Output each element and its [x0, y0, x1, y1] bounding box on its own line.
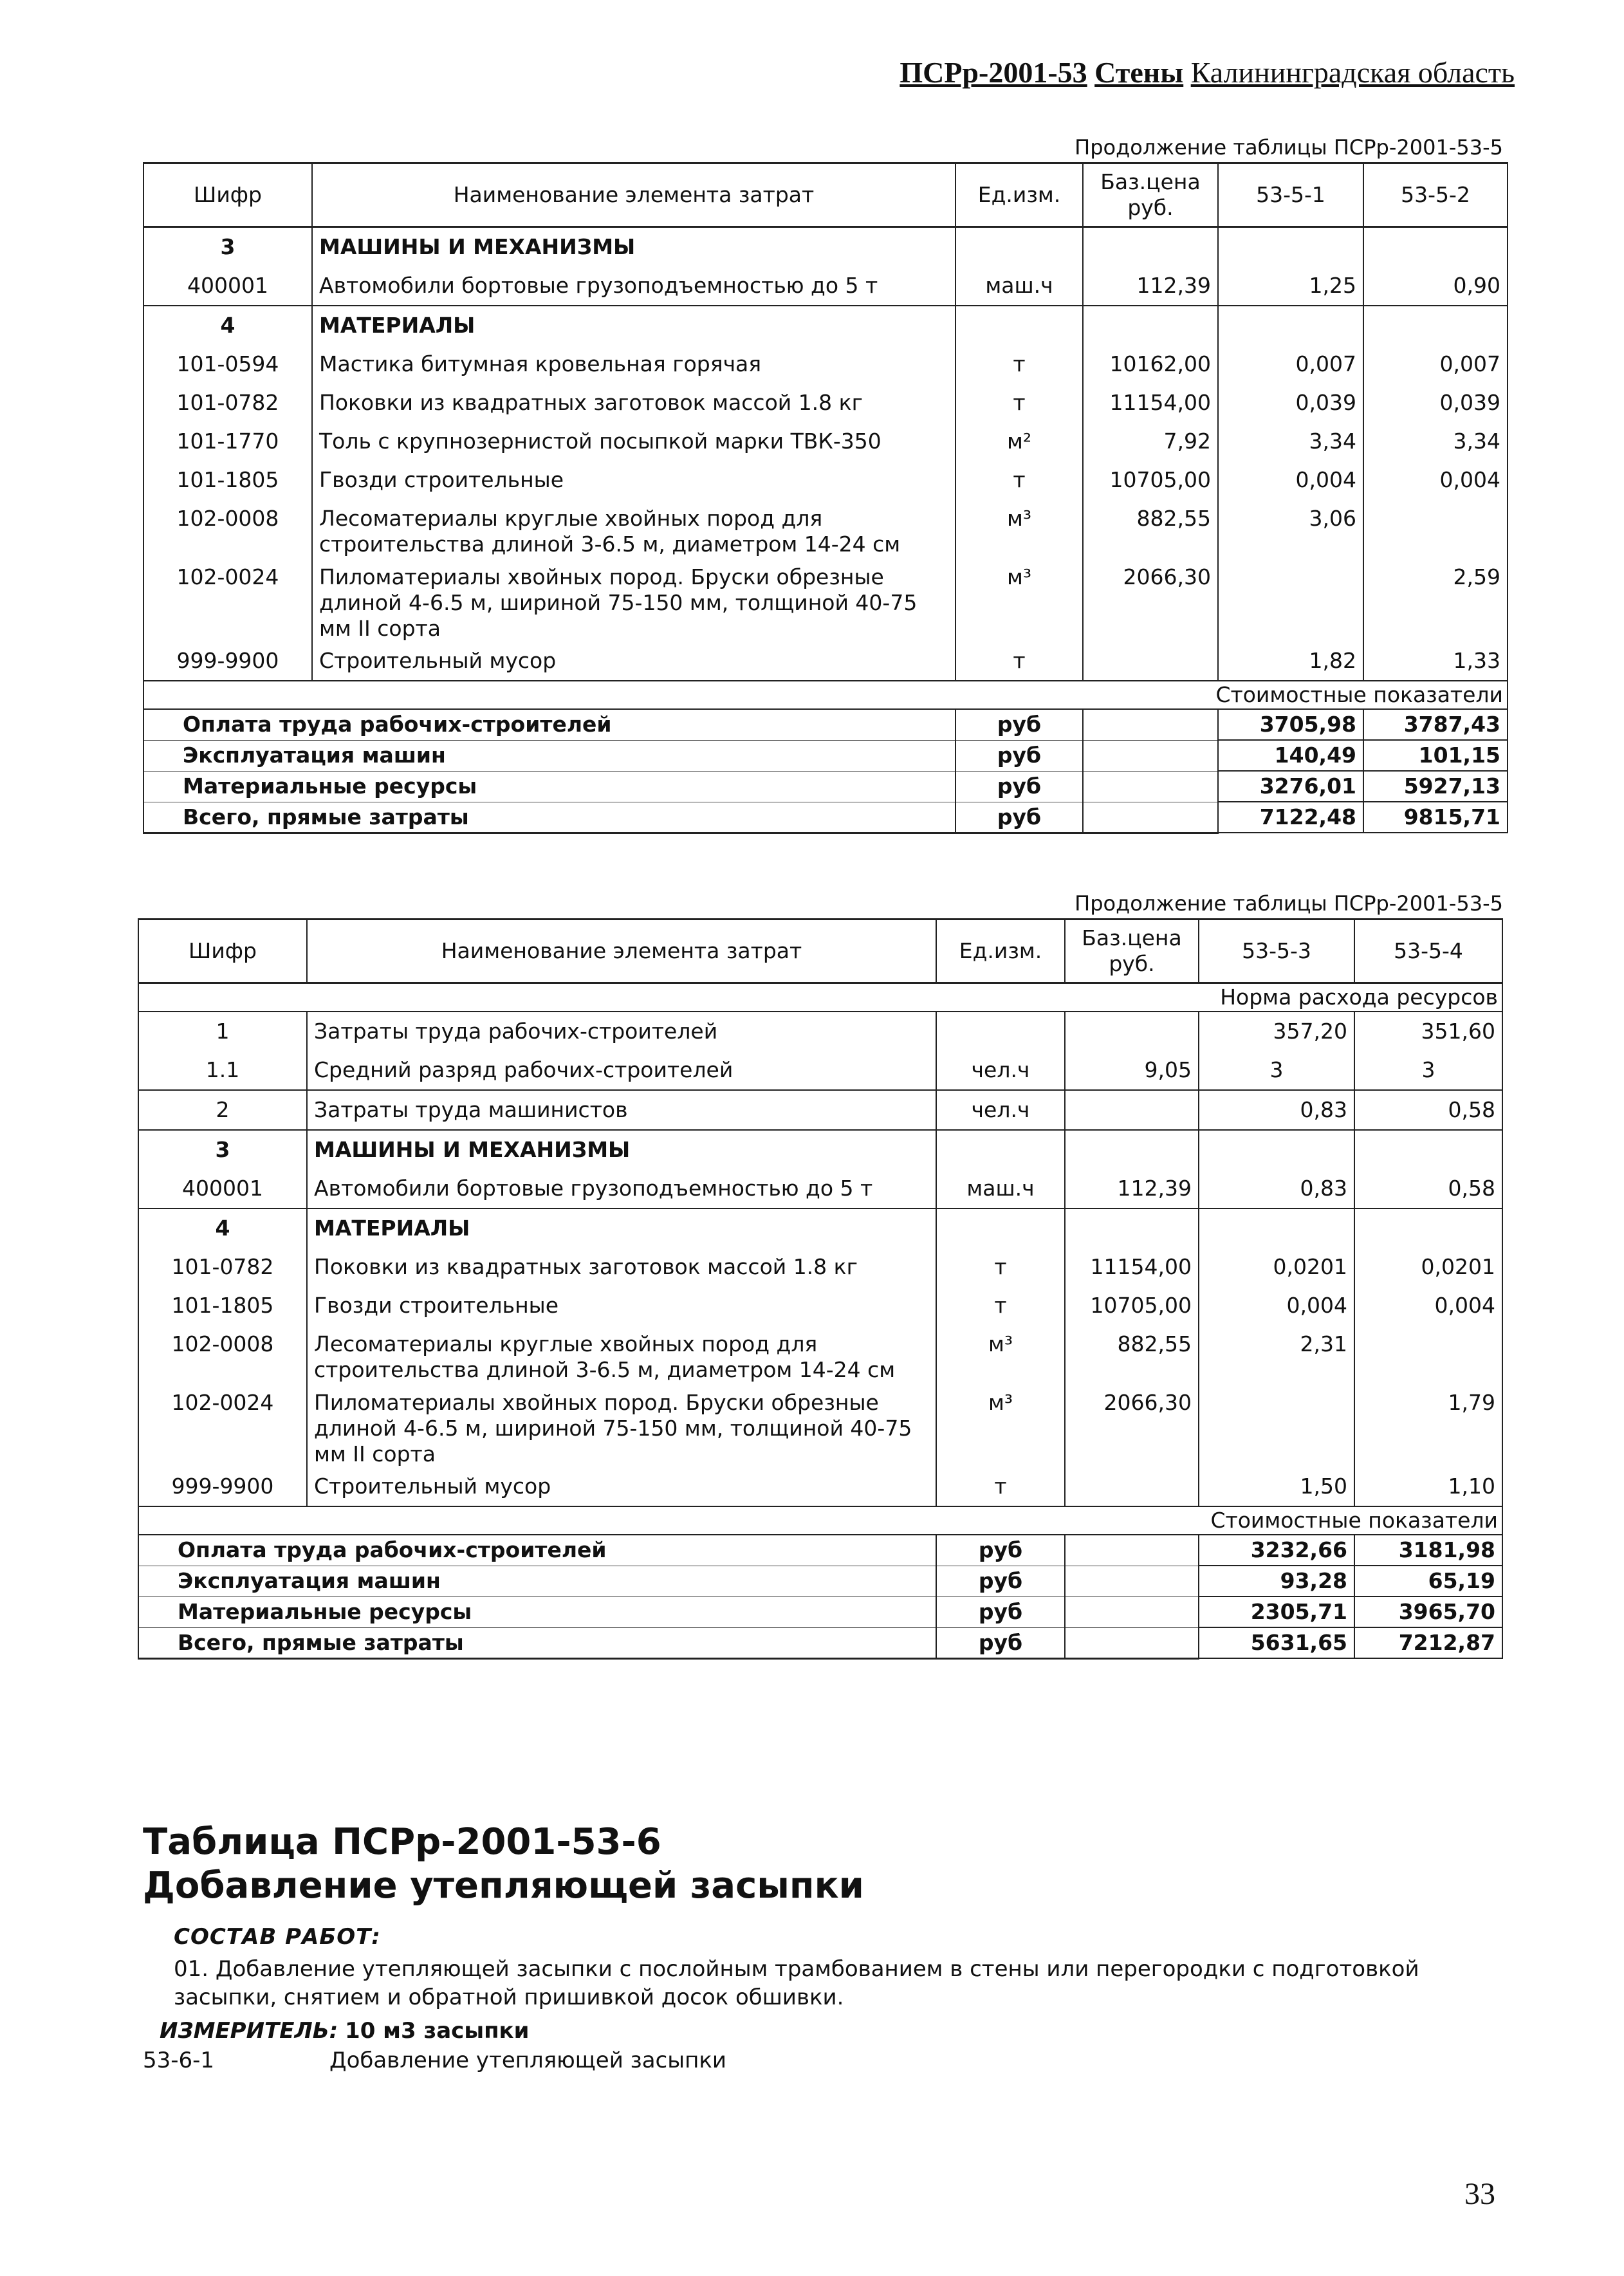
- cell-name: Поковки из квадратных заготовок массой 1.8 кг: [312, 384, 955, 422]
- cost-col2: 101,15: [1363, 740, 1508, 771]
- cell-col1: 0,83: [1199, 1169, 1354, 1208]
- cell-col1: [1199, 1130, 1354, 1169]
- header-unit: Ед.изм.: [936, 920, 1065, 983]
- cost-label: Материальные ресурсы: [143, 771, 955, 802]
- cell-col1: [1199, 1383, 1354, 1468]
- table-row: [143, 266, 1508, 306]
- cell-name: Строительный мусор: [307, 1467, 936, 1506]
- meter-label: ИЗМЕРИТЕЛЬ:: [160, 2018, 338, 2044]
- cell-price: [1065, 1012, 1199, 1051]
- cell-price: 882,55: [1065, 1325, 1199, 1383]
- table-row: [138, 1012, 1502, 1051]
- cell-col1: 3,34: [1218, 422, 1363, 461]
- cell-name: МАШИНЫ И МЕХАНИЗМЫ: [312, 227, 955, 267]
- cell-code: 999-9900: [138, 1467, 307, 1506]
- cell-price: [1065, 1467, 1199, 1506]
- cell-col1: 357,20: [1199, 1012, 1354, 1051]
- table1-cost-band: [143, 681, 1508, 709]
- cell-unit: т: [955, 461, 1083, 499]
- cost-price-empty: [1083, 802, 1218, 833]
- cost-label: Материальные ресурсы: [138, 1596, 936, 1627]
- cell-code: 101-0594: [143, 345, 312, 384]
- cost-col1: 7122,48: [1218, 802, 1363, 833]
- cell-unit: т: [955, 345, 1083, 384]
- cost-row: [143, 802, 1508, 833]
- cost-col1: 140,49: [1218, 740, 1363, 771]
- cell-name: МАТЕРИАЛЫ: [312, 306, 955, 345]
- cell-price: 2066,30: [1065, 1383, 1199, 1468]
- cell-name: Строительный мусор: [312, 642, 955, 681]
- cell-unit: м³: [936, 1383, 1065, 1468]
- work-item: 01. Добавление утепляющей засыпки с послойным трамбованием в стены или перегородки с подготовкой засыпки, снятием и обратной пришивкой досок обшивки.: [174, 1956, 1419, 2011]
- cell-col1: 0,039: [1218, 384, 1363, 422]
- cell-unit: маш.ч: [955, 266, 1083, 306]
- cell-price: [1065, 1208, 1199, 1248]
- cost-unit: руб: [955, 771, 1083, 802]
- cost-unit: руб: [936, 1535, 1065, 1566]
- table-row: [138, 1325, 1502, 1383]
- cell-unit: [955, 227, 1083, 267]
- cell-col2: [1363, 499, 1508, 558]
- cell-code: 4: [138, 1208, 307, 1248]
- table1: [143, 162, 1508, 834]
- cost-col2: 65,19: [1354, 1566, 1502, 1596]
- cell-code: 4: [143, 306, 312, 345]
- cell-unit: т: [955, 642, 1083, 681]
- cost-col2: 3181,98: [1354, 1535, 1502, 1566]
- cell-code: 1: [138, 1012, 307, 1051]
- cell-unit: маш.ч: [936, 1169, 1065, 1208]
- cost-row: [138, 1535, 1502, 1566]
- header-col2: 53-5-4: [1354, 920, 1502, 983]
- cell-code: 102-0008: [143, 499, 312, 558]
- cell-col1: 0,83: [1199, 1090, 1354, 1130]
- cell-col2: 3: [1354, 1051, 1502, 1090]
- header-name: Наименование элемента затрат: [312, 163, 955, 227]
- cell-price: 882,55: [1083, 499, 1218, 558]
- cell-col2: 0,004: [1363, 461, 1508, 499]
- cell-col1: [1218, 558, 1363, 642]
- cell-name: Автомобили бортовые грузоподъемностью до 5 т: [307, 1169, 936, 1208]
- meter-value: 10 м3 засыпки: [345, 2018, 530, 2044]
- cell-col2: [1363, 306, 1508, 345]
- cell-col1: 3: [1199, 1051, 1354, 1090]
- table6-subtitle: Добавление утепляющей засыпки: [143, 1865, 864, 1907]
- cell-code: 102-0024: [138, 1383, 307, 1468]
- table2-header-row: [138, 920, 1502, 983]
- cell-code: 3: [138, 1130, 307, 1169]
- cost-unit: руб: [955, 802, 1083, 833]
- cell-unit: [936, 1208, 1065, 1248]
- cell-name: Пиломатериалы хвойных пород. Бруски обрезные длиной 4-6.5 м, шириной 75-150 мм, толщиной 40-75 мм II сорта: [307, 1383, 936, 1468]
- cell-name: Средний разряд рабочих-строителей: [307, 1051, 936, 1090]
- cost-label: Всего, прямые затраты: [143, 802, 955, 833]
- table2: [138, 918, 1503, 1660]
- cell-unit: чел.ч: [936, 1051, 1065, 1090]
- cost-unit: руб: [936, 1627, 1065, 1658]
- cell-col2: [1354, 1208, 1502, 1248]
- header-unit: Ед.изм.: [955, 163, 1083, 227]
- cell-unit: [936, 1130, 1065, 1169]
- cell-col1: 3,06: [1218, 499, 1363, 558]
- cell-price: 10162,00: [1083, 345, 1218, 384]
- cost-price-empty: [1083, 709, 1218, 740]
- cell-col2: [1354, 1130, 1502, 1169]
- cell-col1: [1218, 306, 1363, 345]
- cell-unit: чел.ч: [936, 1090, 1065, 1130]
- cost-unit: руб: [936, 1596, 1065, 1627]
- cell-code: 101-0782: [138, 1248, 307, 1286]
- table-row: [138, 1383, 1502, 1468]
- header-name: Наименование элемента затрат: [307, 920, 936, 983]
- header-region: Калининградская область: [1190, 56, 1515, 89]
- cell-code: 400001: [143, 266, 312, 306]
- cell-col2: 0,004: [1354, 1286, 1502, 1325]
- cost-col1: 3232,66: [1199, 1535, 1354, 1566]
- cost-unit: руб: [936, 1566, 1065, 1596]
- cell-unit: [955, 306, 1083, 345]
- cell-price: 10705,00: [1083, 461, 1218, 499]
- cost-col2: 3787,43: [1363, 709, 1508, 740]
- cell-col1: 2,31: [1199, 1325, 1354, 1383]
- cell-name: Затраты труда рабочих-строителей: [307, 1012, 936, 1051]
- header-section: Стены: [1094, 56, 1184, 89]
- cost-unit: руб: [955, 740, 1083, 771]
- cost-band-label: Стоимостные показатели: [143, 681, 1508, 709]
- cell-name: Лесоматериалы круглые хвойных пород для строительства длиной 3-6.5 м, диаметром 14-24 см: [307, 1325, 936, 1383]
- section-row: [138, 1130, 1502, 1169]
- section-row: [143, 227, 1508, 267]
- header-price: Баз.цена руб.: [1065, 920, 1199, 983]
- cell-col1: 0,0201: [1199, 1248, 1354, 1286]
- cell-unit: т: [936, 1467, 1065, 1506]
- cell-code: 102-0024: [143, 558, 312, 642]
- header-code: Шифр: [143, 163, 312, 227]
- cost-col1: 3705,98: [1218, 709, 1363, 740]
- cost-row: [143, 771, 1508, 802]
- cell-price: [1083, 227, 1218, 267]
- cell-col2: 0,58: [1354, 1090, 1502, 1130]
- table2-cost-band: [138, 1506, 1502, 1535]
- table-row: [143, 422, 1508, 461]
- cell-unit: [936, 1012, 1065, 1051]
- cell-code: 1.1: [138, 1051, 307, 1090]
- cell-name: Гвозди строительные: [307, 1286, 936, 1325]
- work-composition-label: СОСТАВ РАБОТ:: [174, 1924, 381, 1950]
- cell-price: [1065, 1090, 1199, 1130]
- cell-name: Пиломатериалы хвойных пород. Бруски обрезные длиной 4-6.5 м, шириной 75-150 мм, толщиной 40-75 мм II сорта: [312, 558, 955, 642]
- meter-line: [160, 2018, 529, 2044]
- cell-code: 999-9900: [143, 642, 312, 681]
- cell-col2: 351,60: [1354, 1012, 1502, 1051]
- cell-name: Затраты труда машинистов: [307, 1090, 936, 1130]
- cost-col2: 5927,13: [1363, 771, 1508, 802]
- table-row: [143, 558, 1508, 642]
- header-col2: 53-5-2: [1363, 163, 1508, 227]
- cost-price-empty: [1065, 1596, 1199, 1627]
- cost-row: [143, 709, 1508, 740]
- cost-label: Всего, прямые затраты: [138, 1627, 936, 1658]
- cell-col2: 1,33: [1363, 642, 1508, 681]
- cell-unit: м²: [955, 422, 1083, 461]
- cell-col1: 1,25: [1218, 266, 1363, 306]
- cost-price-empty: [1065, 1627, 1199, 1658]
- table-row: [143, 345, 1508, 384]
- cell-unit: м³: [936, 1325, 1065, 1383]
- cost-row: [138, 1627, 1502, 1658]
- table-row: [138, 1286, 1502, 1325]
- norm-band-label: Норма расхода ресурсов: [138, 983, 1502, 1012]
- cell-code: 101-0782: [143, 384, 312, 422]
- cell-price: 11154,00: [1083, 384, 1218, 422]
- cost-band-label: Стоимостные показатели: [138, 1506, 1502, 1535]
- cell-price: 11154,00: [1065, 1248, 1199, 1286]
- table-row: [138, 1051, 1502, 1090]
- cell-code: 101-1770: [143, 422, 312, 461]
- table-row: [138, 1248, 1502, 1286]
- cell-col1: 1,50: [1199, 1467, 1354, 1506]
- cell-price: 112,39: [1065, 1169, 1199, 1208]
- cell-code: 101-1805: [138, 1286, 307, 1325]
- cost-col2: 7212,87: [1354, 1627, 1502, 1658]
- cell-name: Поковки из квадратных заготовок массой 1.8 кг: [307, 1248, 936, 1286]
- cost-price-empty: [1065, 1566, 1199, 1596]
- cost-price-empty: [1083, 740, 1218, 771]
- cost-unit: руб: [955, 709, 1083, 740]
- cell-col2: 0,58: [1354, 1169, 1502, 1208]
- cell-code: 102-0008: [138, 1325, 307, 1383]
- table1-header-row: [143, 163, 1508, 227]
- cell-unit: т: [936, 1248, 1065, 1286]
- cell-price: [1065, 1130, 1199, 1169]
- cell-price: 2066,30: [1083, 558, 1218, 642]
- cell-col2: 0,90: [1363, 266, 1508, 306]
- cost-label: Оплата труда рабочих-строителей: [143, 709, 955, 740]
- norm-code: 53-6-1: [143, 2048, 215, 2073]
- norm-name: Добавление утепляющей засыпки: [329, 2048, 726, 2073]
- cost-price-empty: [1065, 1535, 1199, 1566]
- cell-col1: 0,007: [1218, 345, 1363, 384]
- page-header: [678, 55, 1515, 89]
- cost-row: [138, 1566, 1502, 1596]
- cell-col2: 0,0201: [1354, 1248, 1502, 1286]
- cell-unit: м³: [955, 499, 1083, 558]
- table1-caption: Продолжение таблицы ПСРр-2001-53-5: [1075, 135, 1503, 160]
- cost-row: [143, 740, 1508, 771]
- header-col1: 53-5-1: [1218, 163, 1363, 227]
- cell-col1: 0,004: [1199, 1286, 1354, 1325]
- section-row: [143, 306, 1508, 345]
- table-row: [143, 642, 1508, 681]
- cell-code: 2: [138, 1090, 307, 1130]
- cell-unit: т: [955, 384, 1083, 422]
- cost-col1: 3276,01: [1218, 771, 1363, 802]
- cell-name: Лесоматериалы круглые хвойных пород для строительства длиной 3-6.5 м, диаметром 14-24 см: [312, 499, 955, 558]
- cost-label: Эксплуатация машин: [138, 1566, 936, 1596]
- cell-unit: т: [936, 1286, 1065, 1325]
- header-price: Баз.цена руб.: [1083, 163, 1218, 227]
- page-number: 33: [1464, 2177, 1495, 2211]
- cell-name: МАШИНЫ И МЕХАНИЗМЫ: [307, 1130, 936, 1169]
- cell-price: 7,92: [1083, 422, 1218, 461]
- cell-col2: 1,10: [1354, 1467, 1502, 1506]
- cell-name: Автомобили бортовые грузоподъемностью до 5 т: [312, 266, 955, 306]
- table2-caption: Продолжение таблицы ПСРр-2001-53-5: [1075, 891, 1503, 916]
- cell-price: 9,05: [1065, 1051, 1199, 1090]
- table2-norm-band: [138, 983, 1502, 1012]
- header-col1: 53-5-3: [1199, 920, 1354, 983]
- cell-name: Гвозди строительные: [312, 461, 955, 499]
- cell-col2: 0,039: [1363, 384, 1508, 422]
- cell-price: 112,39: [1083, 266, 1218, 306]
- cell-col2: 2,59: [1363, 558, 1508, 642]
- cost-col2: 9815,71: [1363, 802, 1508, 833]
- table-row: [138, 1090, 1502, 1130]
- cost-col2: 3965,70: [1354, 1596, 1502, 1627]
- cell-col2: 3,34: [1363, 422, 1508, 461]
- cell-name: МАТЕРИАЛЫ: [307, 1208, 936, 1248]
- cell-col1: 0,004: [1218, 461, 1363, 499]
- cell-name: Толь с крупнозернистой посыпкой марки ТВК-350: [312, 422, 955, 461]
- cost-col1: 5631,65: [1199, 1627, 1354, 1658]
- cell-code: 3: [143, 227, 312, 267]
- cell-col2: 0,007: [1363, 345, 1508, 384]
- table6-title: Таблица ПСРр-2001-53-6: [143, 1821, 661, 1863]
- cell-code: 400001: [138, 1169, 307, 1208]
- cost-col1: 2305,71: [1199, 1596, 1354, 1627]
- cell-col1: 1,82: [1218, 642, 1363, 681]
- cost-price-empty: [1083, 771, 1218, 802]
- cell-price: [1083, 642, 1218, 681]
- cell-name: Мастика битумная кровельная горячая: [312, 345, 955, 384]
- table-row: [138, 1169, 1502, 1208]
- cell-col2: [1354, 1325, 1502, 1383]
- table-row: [143, 461, 1508, 499]
- cell-col2: 1,79: [1354, 1383, 1502, 1468]
- section-row: [138, 1208, 1502, 1248]
- cell-col1: [1218, 227, 1363, 267]
- cost-row: [138, 1596, 1502, 1627]
- cell-unit: м³: [955, 558, 1083, 642]
- header-code: Шифр: [138, 920, 307, 983]
- header-doc-code: ПСРр-2001-53: [900, 56, 1087, 89]
- cell-col2: [1363, 227, 1508, 267]
- table-row: [143, 384, 1508, 422]
- cell-price: 10705,00: [1065, 1286, 1199, 1325]
- cost-label: Оплата труда рабочих-строителей: [138, 1535, 936, 1566]
- cell-price: [1083, 306, 1218, 345]
- cell-col1: [1199, 1208, 1354, 1248]
- table-row: [138, 1467, 1502, 1506]
- table-row: [143, 499, 1508, 558]
- cost-label: Эксплуатация машин: [143, 740, 955, 771]
- cell-code: 101-1805: [143, 461, 312, 499]
- cost-col1: 93,28: [1199, 1566, 1354, 1596]
